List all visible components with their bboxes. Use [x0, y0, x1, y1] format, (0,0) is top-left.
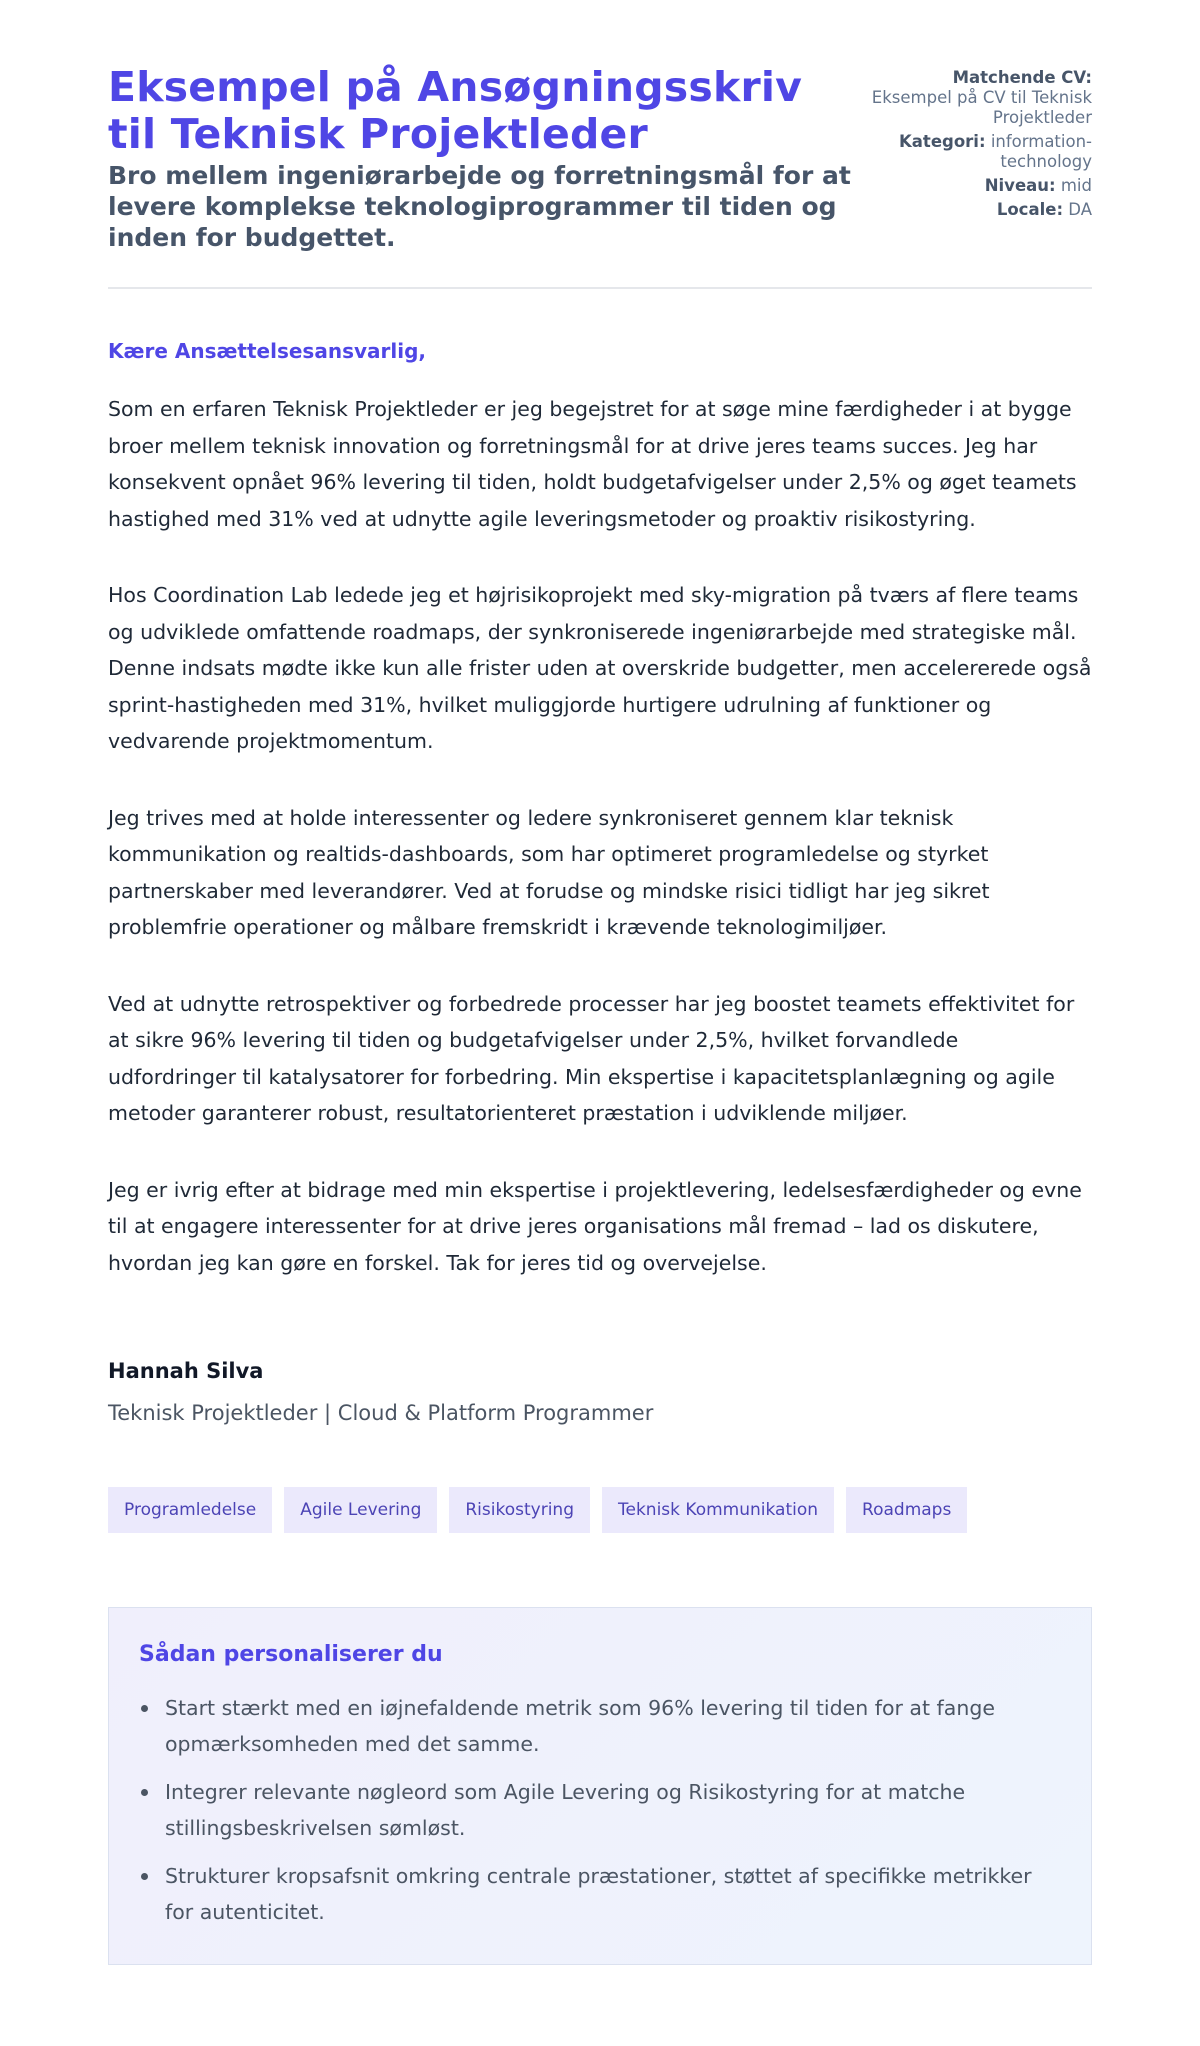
tips-list	[139, 1690, 1061, 1930]
meta-locale	[863, 200, 1092, 220]
skill-tags	[108, 1487, 1092, 1533]
meta-matching-cv	[863, 68, 1092, 128]
signature-title: Teknisk Projektleder | Cloud & Platform Programmer	[108, 1401, 654, 1425]
meta-locale-value: DA	[1068, 200, 1092, 219]
salutation: Kære Ansættelsesansvarlig,	[108, 339, 426, 363]
letter-paragraph: Som en erfaren Teknisk Projektleder er jeg begejstret for at søge mine færdigheder i at bygge broer mellem teknisk innovation og forretningsmål for at drive jeres teams succes. Jeg har konsekvent opnået 96% levering til tiden, holdt budgetafvigelser under 2,5% og øget teamets hastighed med 31% ved at udnytte agile leveringsmetoder og proaktiv risikostyring.	[108, 397, 1077, 531]
meta-category	[863, 132, 1092, 172]
tips-list-item	[139, 1690, 1061, 1762]
meta-category-label: Kategori:	[899, 132, 986, 151]
letter-paragraph: Hos Coordination Lab ledede jeg et højrisikoprojekt med sky-migration på tværs af flere teams og udviklede omfattende roadmaps, der synkroniserede ingeniørarbejde med strategiske mål. Denne indsats mødte ikke kun alle frister uden at overskride budgetter, men accelererede også sprint-hastigheden med 31%, hvilket muliggjorde hurtigere udrulning af funktioner og vedvarende projektmomentum.	[108, 583, 1092, 753]
letter-body	[108, 289, 1092, 1965]
tips-item-text: Start stærkt med en iøjnefaldende metrik som 96% levering til tiden for at fange opmærksomheden med det samme.	[165, 1696, 995, 1756]
meta-level	[863, 176, 1092, 196]
skill-tag-roadmaps[interactable]: Roadmaps	[846, 1487, 967, 1533]
signature-block	[108, 1357, 1092, 1427]
page-subtitle: Bro mellem ingeniørarbejde og forretningsmål for at levere komplekse teknologiprogrammer til tiden og inden for budgettet.	[108, 161, 851, 252]
meta-level-value: mid	[1060, 176, 1092, 195]
skill-tag-agile-levering[interactable]: Agile Levering	[284, 1487, 437, 1533]
meta-matching-cv-label: Matchende CV:	[952, 68, 1092, 87]
tips-item-text: Integrer relevante nøgleord som Agile Levering og Risikostyring for at matche stillingsbeskrivelsen sømløst.	[165, 1780, 966, 1840]
page-header	[108, 0, 1092, 289]
tips-item-text: Strukturer kropsafsnit omkring centrale præstationer, støttet af specifikke metrikker for autenticitet.	[165, 1864, 1032, 1924]
meta-matching-cv-link[interactable]: Eksempel på CV til Teknisk Projektleder	[871, 88, 1092, 127]
meta-panel	[863, 64, 1092, 224]
meta-category-value: information-technology	[990, 132, 1092, 171]
page-title: Eksempel på Ansøgningsskriv til Teknisk Projektleder	[108, 63, 803, 158]
personalization-tips	[108, 1607, 1092, 1965]
bullet-icon	[141, 1705, 148, 1712]
letter-paragraph: Ved at udnytte retrospektiver og forbedrede processer har jeg boostet teamets effektivitet for at sikre 96% levering til tiden og budgetafvigelser under 2,5%, hvilket forvandlede udfordringer til katalysatorer for forbedring. Min ekspertise i kapacitetsplanlægning og agile metoder garanterer robust, resultatorienteret præstation i udviklende miljøer.	[108, 991, 1075, 1125]
skill-tag-programledelse[interactable]: Programledelse	[108, 1487, 272, 1533]
bullet-icon	[141, 1789, 148, 1796]
signature-name: Hannah Silva	[108, 1359, 264, 1383]
tips-list-item	[139, 1774, 1061, 1846]
skill-tag-teknisk-kommunikation[interactable]: Teknisk Kommunikation	[602, 1487, 834, 1533]
meta-level-label: Niveau:	[984, 176, 1056, 195]
header-titles	[108, 64, 863, 253]
tips-list-item	[139, 1858, 1061, 1930]
letter-paragraph: Jeg er ivrig efter at bidrage med min ekspertise i projektlevering, ledelsesfærdigheder og evne til at engagere interessenter for at drive jeres organisations mål fremad – lad os diskutere, hvordan jeg kan gøre en forskel. Tak for jeres tid og overvejelse.	[108, 1177, 1082, 1275]
letter-paragraph: Jeg trives med at holde interessenter og ledere synkroniseret gennem klar teknisk kommunikation og realtids-dashboards, som har optimeret programledelse og styrket partnerskaber med leverandører. Ved at forudse og mindske risici tidligt har jeg sikret problemfrie operationer og målbare fremskridt i krævende teknologimiljøer.	[108, 805, 990, 939]
meta-locale-label: Locale:	[996, 200, 1064, 219]
tips-title: Sådan personaliserer du	[139, 1642, 443, 1667]
bullet-icon	[141, 1873, 148, 1880]
skill-tag-risikostyring[interactable]: Risikostyring	[449, 1487, 590, 1533]
